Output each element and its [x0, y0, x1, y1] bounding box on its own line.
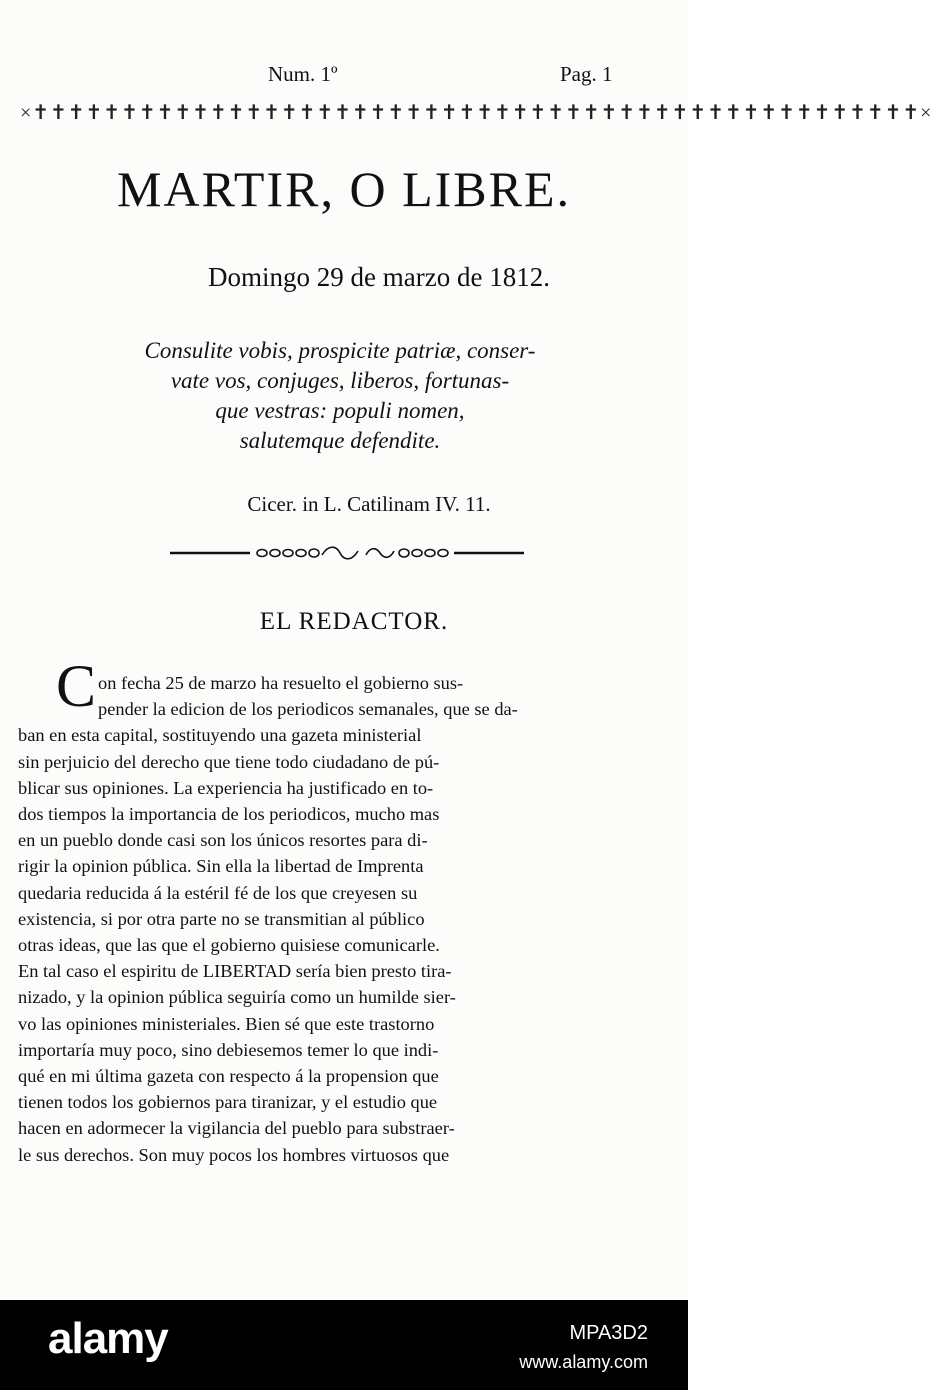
section-title: EL REDACTOR.	[259, 608, 449, 635]
body-line: pender la edicion de los periodicos semanales, que se da-	[98, 699, 518, 720]
body-line: on fecha 25 de marzo ha resuelto el gobierno sus-	[98, 673, 464, 693]
stock-logo: alamy	[48, 1314, 168, 1363]
epigraph-line: Consulite vobis, prospicite patriæ, conser-	[144, 338, 536, 363]
page-header	[0, 62, 688, 92]
latin-epigraph	[50, 336, 630, 456]
body-line: le sus derechos. Son muy pocos los hombres virtuosos que	[18, 1144, 450, 1165]
body-line: vo las opiniones ministeriales. Bien sé que este trastorno	[18, 1013, 435, 1034]
body-line: otras ideas, que las que el gobierno quisiese comunicarle.	[18, 935, 440, 956]
page-number: Pag. 1	[560, 62, 613, 86]
body-line: hacen en adormecer la vigilancia del pueblo para substraer-	[18, 1118, 455, 1139]
epigraph-line: que vestras: populi nomen,	[215, 398, 465, 423]
stock-url: www.alamy.com	[519, 1352, 648, 1372]
article-body	[18, 653, 668, 1168]
body-line: ban en esta capital, sostituyendo una gazeta ministerial	[18, 725, 422, 746]
image-code: MPA3D2	[569, 1322, 648, 1344]
epigraph-line: vate vos, conjuges, liberos, fortunas-	[170, 368, 510, 393]
body-line: existencia, si por otra parte no se transmitian al público	[18, 908, 425, 929]
body-line: nizado, y la opinion pública seguiría como un humilde sier-	[18, 987, 456, 1008]
body-line: blicar sus opiniones. La experiencia ha justificado en to-	[18, 777, 434, 798]
issue-number: Num. 1º	[268, 62, 338, 86]
watermark-footer	[0, 1300, 688, 1390]
body-line: en un pueblo donde casi son los únicos resortes para di-	[18, 830, 428, 851]
masthead-title: MARTIR, O LIBRE.	[117, 161, 571, 217]
body-line: dos tiempos la importancia de los periodicos, mucho mas	[18, 804, 440, 825]
drop-cap-letter: C	[56, 653, 97, 719]
body-line: tienen todos los gobiernos para tiranizar, y el estudio que	[18, 1092, 438, 1113]
epigraph-line: salutemque defendite.	[239, 428, 441, 453]
body-line: En tal caso el espiritu de LIBERTAD sería bien presto tira-	[18, 961, 452, 982]
ornamental-divider	[170, 543, 524, 563]
ornament-border: ×✝✝✝✝✝✝✝✝✝✝✝✝✝✝✝✝✝✝✝✝✝✝✝✝✝✝✝✝✝✝✝✝✝✝✝✝✝✝✝✝✝✝✝✝✝✝✝✝✝✝×	[20, 102, 932, 124]
epigraph-attribution: Cicer. in L. Catilinam IV. 11.	[247, 492, 491, 516]
body-line: sin perjuicio del derecho que tiene todo ciudadano de pú-	[18, 751, 440, 772]
body-line: importaría muy poco, sino debiesemos temer lo que indi-	[18, 1039, 439, 1060]
body-line: rigir la opinion pública. Sin ella la libertad de Imprenta	[18, 856, 424, 877]
issue-date: Domingo 29 de marzo de 1812.	[208, 262, 550, 292]
body-line: qué en mi última gazeta con respecto á la propension que	[18, 1066, 439, 1087]
body-line: quedaria reducida á la estéril fé de los que creyesen su	[18, 882, 418, 903]
